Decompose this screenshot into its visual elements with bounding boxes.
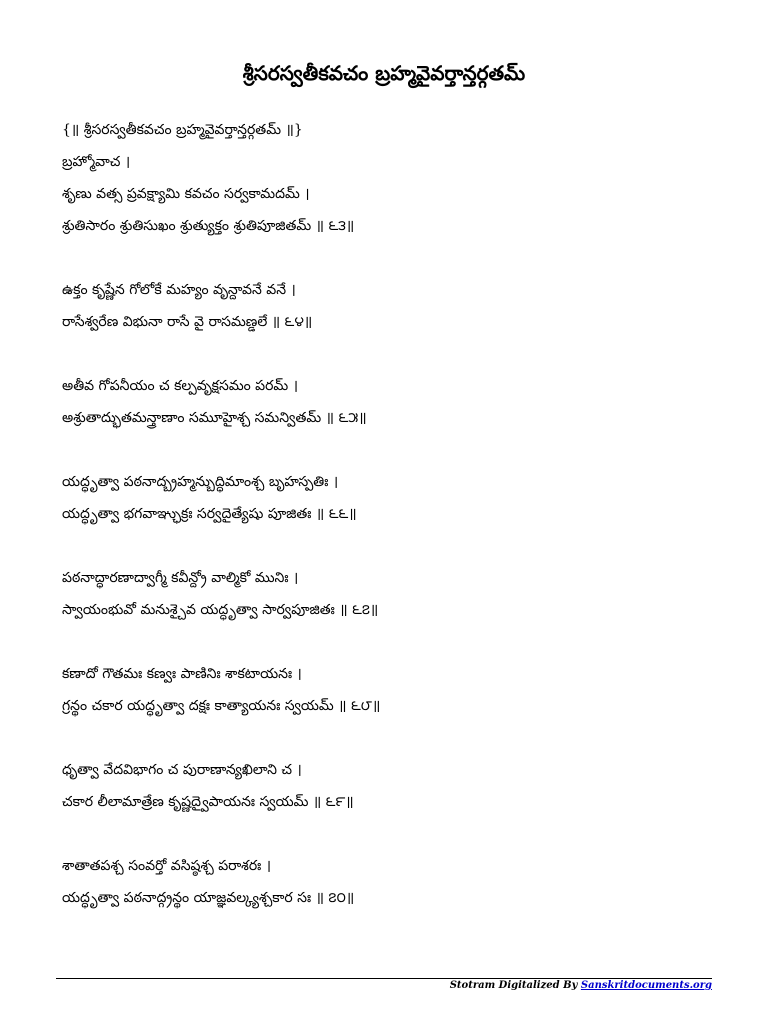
verse-line: అతీవ గోపనీయం చ కల్పవృక్షసమం పరమ్ । xyxy=(62,378,299,394)
verse-line: కణాదో గౌతమః కణ్వః పాణినిః శాకటాయనః । xyxy=(62,666,302,682)
verse-line: శ్రుతిసారం శ్రుతిసుఖం శ్రుత్యుక్తం శ్రుతిపూజితమ్ ॥ ౬౩॥ xyxy=(62,218,355,234)
verse-line: బ్రహ్మోవాచ । xyxy=(62,154,131,170)
verse-line: యద్ధృత్వా భగవాఞ్ఛుక్రః సర్వదైత్యేషు పూజితః ॥ ౬౬॥ xyxy=(62,506,357,522)
verse-line: శాతాతపశ్చ సంవర్తో వసిష్ఠశ్చ పరాశరః । xyxy=(62,858,272,874)
footer-credit xyxy=(450,980,712,991)
verse-line: అశ్రుతాద్భుతమన్త్రాణాం సమూహైశ్చ సమన్వితమ్ ॥ ౬౫॥ xyxy=(62,410,367,426)
verse-line: రాసేశ్వరేణ విభునా రాసే వై రాసమణ్డలే ॥ ౬౪॥ xyxy=(62,314,313,330)
verse-body xyxy=(62,120,712,920)
footer-prefix: Stotram Digitalized By xyxy=(449,980,581,991)
verse-line: {॥ శ్రీసరస్వతీకవచం బ్రహ్మవైవర్తాన్తర్గతమ్ ॥} xyxy=(62,122,303,138)
verse-line: ఉక్తం కృష్ణేన గోలోకే మహ్యం వృన్దావనే వనే । xyxy=(62,282,296,298)
sanskritdocuments-link[interactable]: Sanskritdocuments.org xyxy=(580,980,712,991)
verse-line: యద్ధృత్వా పఠనాద్గ్రన్థం యాజ్ఞవల్క్యశ్చకార సః ॥ ౭౦॥ xyxy=(62,890,355,906)
verse-line: శృణు వత్స ప్రవక్ష్యామి కవచం సర్వకామదమ్ । xyxy=(62,186,310,202)
verse-line: ధృత్వా వేదవిభాగం చ పురాణాన్యఖిలాని చ । xyxy=(62,762,302,778)
footer-divider xyxy=(56,978,712,979)
verse-line: గ్రన్థం చకార యద్ధృత్వా దక్షః కాత్యాయనః స్వయమ్ ॥ ౬౮॥ xyxy=(62,698,381,714)
verse-line: చకార లీలామాత్రేణ కృష్ణద్వైపాయనః స్వయమ్ ॥ ౬౯॥ xyxy=(62,794,354,810)
verse-line: యద్ధృత్వా పఠనాద్బ్రహ్మన్బుద్ధిమాంశ్చ బృహస్పతిః । xyxy=(62,474,339,490)
page-title: శ్రీసరస్వతీకవచం బ్రహ్మవైవర్తాన్తర్గతమ్ xyxy=(242,61,526,85)
verse-line: పఠనాద్ధారణాద్వాగ్మీ కవీన్ద్రో వాల్మికో మునిః । xyxy=(62,570,299,586)
verse-line: స్వాయంభువో మనుశ్చైవ యద్ధృత్వా సార్వపూజితః ॥ ౬౭॥ xyxy=(62,602,379,618)
